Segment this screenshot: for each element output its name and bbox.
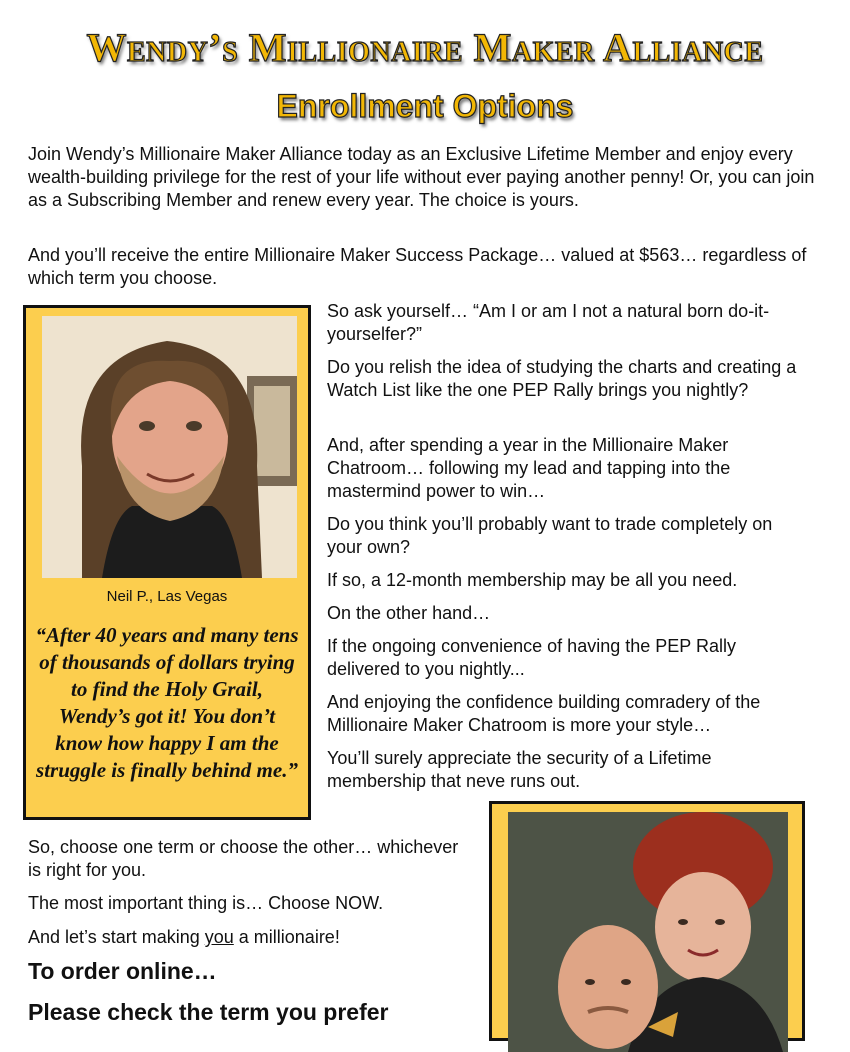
page-title: Wendy’s Millionaire Maker Alliance [86,25,764,70]
testimonial-photo [42,316,297,578]
testimonial-box [23,305,311,820]
intro-paragraph-1: Join Wendy’s Millionaire Maker Alliance today as an Exclusive Lifetime Member and enjoy every wealth-building privilege for the rest of your life without ever paying another penny! Or, you can join as a Subscribing Member and renew every year. The choice is yours. [28,144,815,210]
couple-photo-box [489,801,805,1041]
order-online-heading: To order online… [28,958,217,984]
neil-portrait-image [42,316,297,578]
couple-photo [508,812,788,1052]
bottom-paragraph-2: The most important thing is… Choose NOW. [28,893,384,913]
choose-term-heading: Please check the term you prefer [28,999,389,1025]
couple-portrait-image [508,812,788,1052]
right-paragraph-5: If so, a 12-month membership may be all you need. [327,570,738,590]
underlined-you: you [204,927,234,947]
testimonial-caption: Neil P., Las Vegas [106,588,228,605]
bottom-paragraph-1: So, choose one term or choose the other… whichever is right for you. [28,837,459,880]
right-paragraph-7: If the ongoing convenience of having the PEP Rally delivered to you nightly... [327,636,736,679]
page-subtitle: Enrollment Options [276,88,574,124]
right-paragraph-1: So ask yourself… “Am I or am I not a natural born do-it-yourselfer?” [327,301,770,344]
right-paragraph-4: Do you think you’ll probably want to trade completely on your own? [327,514,773,557]
right-paragraph-6: On the other hand… [327,603,491,623]
right-paragraph-2: Do you relish the idea of studying the charts and creating a Watch List like the one PEP Rally brings you nightly? [327,357,797,400]
right-paragraph-3: And, after spending a year in the Millionaire Maker Chatroom… following my lead and tapping into the mastermind power to win… [327,435,731,501]
right-paragraph-8: And enjoying the confidence building comradery of the Millionaire Maker Chatroom is more your style… [327,692,761,735]
intro-paragraph-2: And you’ll receive the entire Millionaire Maker Success Package… valued at $563… regardless of which term you choose. [28,245,807,288]
testimonial-quote: “After 40 years and many tens of thousands of dollars trying to find the Holy Grail, Wendy’s got it! You don’t know how happy I am the struggle is finally behind me.” [35,623,299,782]
right-paragraph-9: You’ll surely appreciate the security of a Lifetime membership that neve runs out. [327,748,712,791]
bottom-paragraph-3: And let’s start making you a millionaire! [28,927,340,947]
